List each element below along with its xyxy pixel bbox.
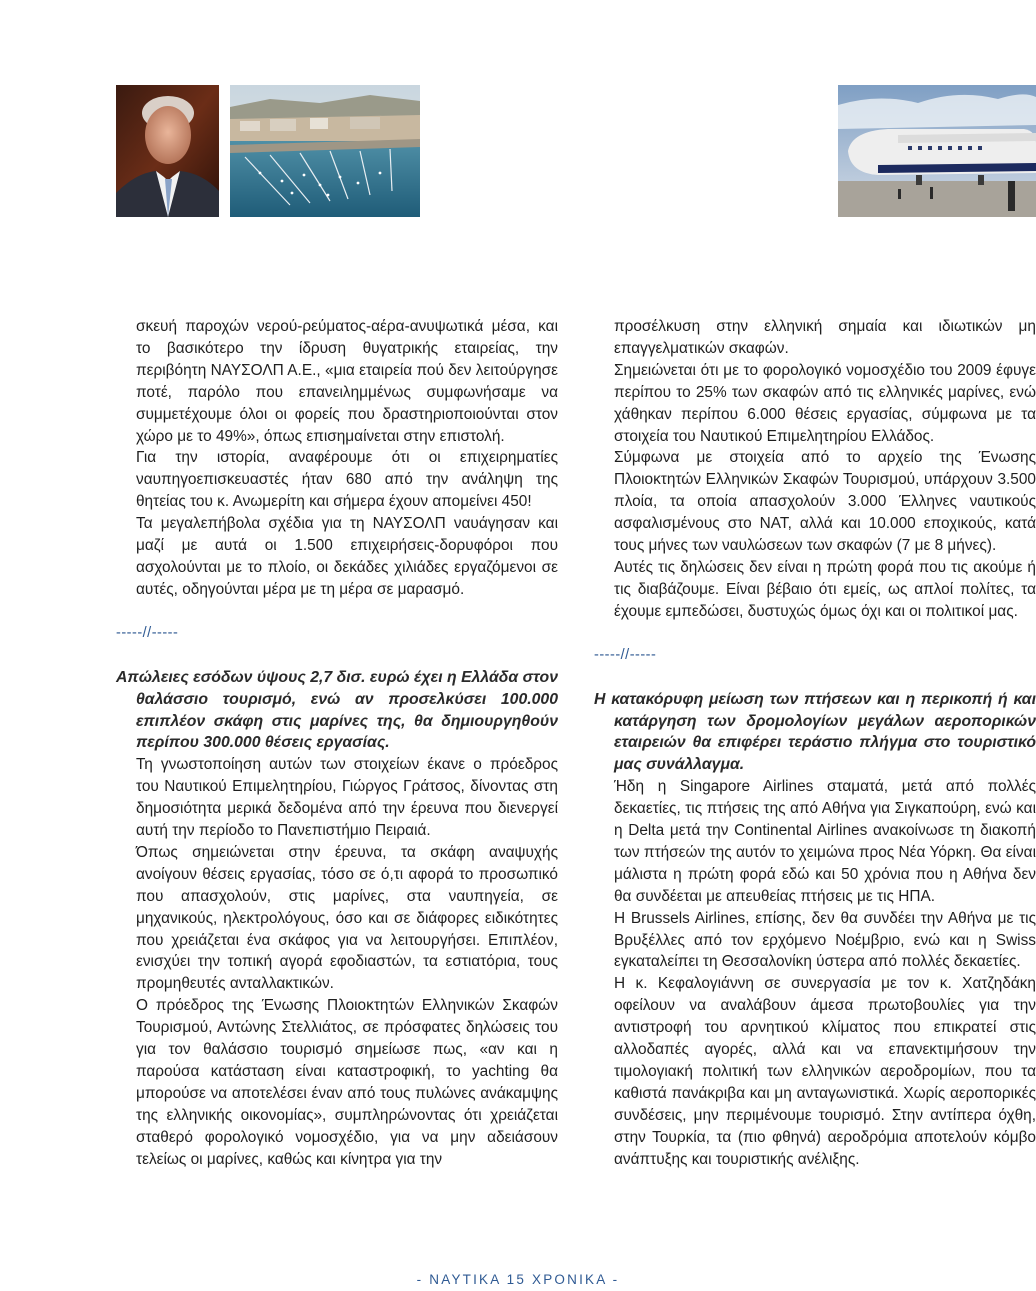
- paragraph: Τη γνωστοποίηση αυτών των στοιχείων έκανε ο πρόεδρος του Ναυτικού Επιμελητηρίου, Γιώργος Γράτσος, δίνοντας στη δημοσιότητα μερικά δεδομένα από την έρευνα που διενεργεί αυτή την περίοδο το Πανεπιστήμιο Πειραιά.: [136, 756, 558, 840]
- paragraph: Ήδη η Singapore Airlines σταματά, μετά από πολλές δεκαετίες, τις πτήσεις της από Αθήνα για Σιγκαπούρη, ενώ και η Delta μετά την Continental Airlines ανακοίνωσε τη διακοπή των πτήσεών της αυτόν το χειμώνα προς Νέα Υόρκη. Θα είναι μάλιστα η πρώτη φορά εδώ και 50 χρόνια που η Αθήνα δεν θα συνδέεται με απευθείας πτήσεις με τις ΗΠΑ.: [614, 778, 1036, 905]
- marina-aerial-photo: [230, 85, 420, 217]
- paragraph: Τα μεγαλεπήβολα σχέδια για τη ΝΑΥΣΟΛΠ ναυάγησαν και μαζί με αυτά οι 1.500 επιχειρήσεις-δορυφόροι που ασχολούνται με το πλοίο, οι δεκάδες χιλιάδες εργαζόμενοι σε αυτές, οδηγούνται μέρα με τη μέρα σε μαρασμό.: [136, 515, 558, 598]
- left-column: [116, 316, 558, 1171]
- airliner-image: [838, 85, 1036, 217]
- paragraph: Όπως σημειώνεται στην έρευνα, τα σκάφη αναψυχής ανοίγουν θέσεις εργασίας, τόσο σε ό,τι αφορά το προσωπικό που απασχολούν, στις μαρίνες, στα ναυπηγεία, σε μηχανικούς, ηλεκτρολόγους, όσο και σε διάφορες ειδικότητες που χρειάζεται ένα σκάφος για να λειτουργήσει. Επιπλέον, ενισχύει την τοπική αγορά εφοδιαστών, τα εστιατόρια, τους προμηθευτές ανταλλακτικών.: [136, 843, 558, 993]
- portrait-image: [116, 85, 219, 217]
- paragraph: Ο πρόεδρος της Ένωσης Πλοιοκτητών Ελληνικών Σκαφών Τουρισμού, Αντώνης Στελλιάτος, σε πρόσφατες δηλώσεις του για τον θαλάσσιο τουρισμό σημείωσε πως, «αν και η παρούσα κατάσταση είναι καταστροφική, το yachting θα μπορούσε να αποτελέσει έναν από τους πυλώνες ανάκαμψης της ελληνικής οικονομίας», συμπληρώνοντας ότι χρειάζεται σταθερό φορολογικό νομοσχέδιο, για να μην αδειάσουν τελείως οι μαρίνες, καθώς και κίνητρα για την: [136, 997, 558, 1168]
- paragraph: Σημειώνεται ότι με το φορολογικό νομοσχέδιο του 2009 έφυγε περίπου το 25% των σκαφών από τις ελληνικές μαρίνες, ενώ χάθηκαν περίπου 6.000 θέσεις εργασίας, σύμφωνα με τα στοιχεία του Ναυτικού Επιμελητηρίου Ελλάδος.: [614, 361, 1036, 445]
- portrait-photo: [116, 85, 219, 217]
- section-separator: -----//-----: [594, 646, 657, 663]
- paragraph: προσέλκυση στην ελληνική σημαία και ιδιωτικών μη επαγγελματικών σκαφών.: [614, 318, 1036, 357]
- page-footer: - ΝΑΥΤΙΚΑ 15 ΧΡΟΝΙΚΑ -: [416, 1272, 620, 1287]
- section-separator: -----//-----: [116, 624, 179, 641]
- section-heading: Η κατακόρυφη μείωση των πτήσεων και η περικοπή ή και κατάργηση των δρομολογίων μεγάλων αεροπορικών εταιρειών θα επιφέρει τεράστιο πλήγμα στο τουριστικό μας συνάλλαγμα.: [594, 690, 1036, 774]
- right-column: [594, 316, 1036, 1171]
- marina-image: [230, 85, 420, 217]
- section-heading: Απώλειες εσόδων ύψους 2,7 δισ. ευρώ έχει η Ελλάδα στον θαλάσσιο τουρισμό, ενώ αν προσελκύσει 100.000 επιπλέον σκάφη στις μαρίνες της, θα δημιουργηθούν περίπου 300.000 θέσεις εργασίας.: [116, 668, 558, 752]
- airliner-photo: [838, 85, 1036, 217]
- paragraph: Αυτές τις δηλώσεις δεν είναι η πρώτη φορά που τις ακούμε ή τις διαβάζουμε. Είναι βέβαιο ότι εμείς, ως απλοί πολίτες, τα έχουμε εμπεδώσει, δυστυχώς όμως όχι και οι πολιτικοί μας.: [614, 558, 1036, 620]
- paragraph: Η κ. Κεφαλογιάννη σε συνεργασία με τον κ. Χατζηδάκη οφείλουν να αναλάβουν άμεσα πρωτοβουλίες για την αντιστροφή του αρνητικού κλίματος που επικρατεί στις αλλοδαπές αγορές, αλλά και να επανεκτιμήσουν την τιμολογιακή πολιτική των ελληνικών αεροδρομίων, που τα καθιστά πανάκριβα και μη ανταγωνιστικά. Χωρίς αεροπορικές συνδέσεις, μην περιμένουμε τουρισμό. Στην αντίπερα όχθη, στην Τουρκία, τα (πιο φθηνά) αεροδρόμια αποτελούν κόμβο ανάπτυξης και τουριστικής ανέλιξης.: [614, 975, 1036, 1168]
- paragraph: Σύμφωνα με στοιχεία από το αρχείο της Ένωσης Πλοιοκτητών Ελληνικών Σκαφών Τουρισμού, υπάρχουν 3.500 πλοία, τα οποία απασχολούν 3.000 Έλληνες ναυτικούς ασφαλισμένους στο ΝΑΤ, αλλά και 10.000 εποχικούς, κατά τους μήνες των ναυλώσεων των σκαφών (7 με 8 μήνες).: [614, 449, 1036, 555]
- paragraph: Για την ιστορία, αναφέρουμε ότι οι επιχειρηματίες ναυπηγοεπισκευαστές ήταν 680 από την ανάληψη της θητείας του κ. Ανωμερίτη και σήμερα έχουν απομείνει 450!: [136, 449, 558, 511]
- paragraph: Η Brussels Airlines, επίσης, δεν θα συνδέει την Αθήνα με τις Βρυξέλλες από τον ερχόμενο Νοέμβριο, ενώ και η Swiss εγκαταλείπει τη Θεσσαλονίκη ύστερα από πολλές δεκαετίες.: [614, 909, 1036, 971]
- paragraph: σκευή παροχών νερού-ρεύματος-αέρα-ανυψωτικά μέσα, και το βασικότερο την ίδρυση θυγατρικής εταιρείας, την περιβόητη ΝΑΥΣΟΛΠ Α.Ε., «μια εταιρεία πού δεν λειτούργησε ποτέ, παρόλο που επανειλημμένως συμφωνήσαμε να συμμετέχουμε όλοι οι φορείς που δραστηριοποιούνται στον χώρο με το 49%», όπως επισημαίνεται στην επιστολή.: [136, 318, 558, 445]
